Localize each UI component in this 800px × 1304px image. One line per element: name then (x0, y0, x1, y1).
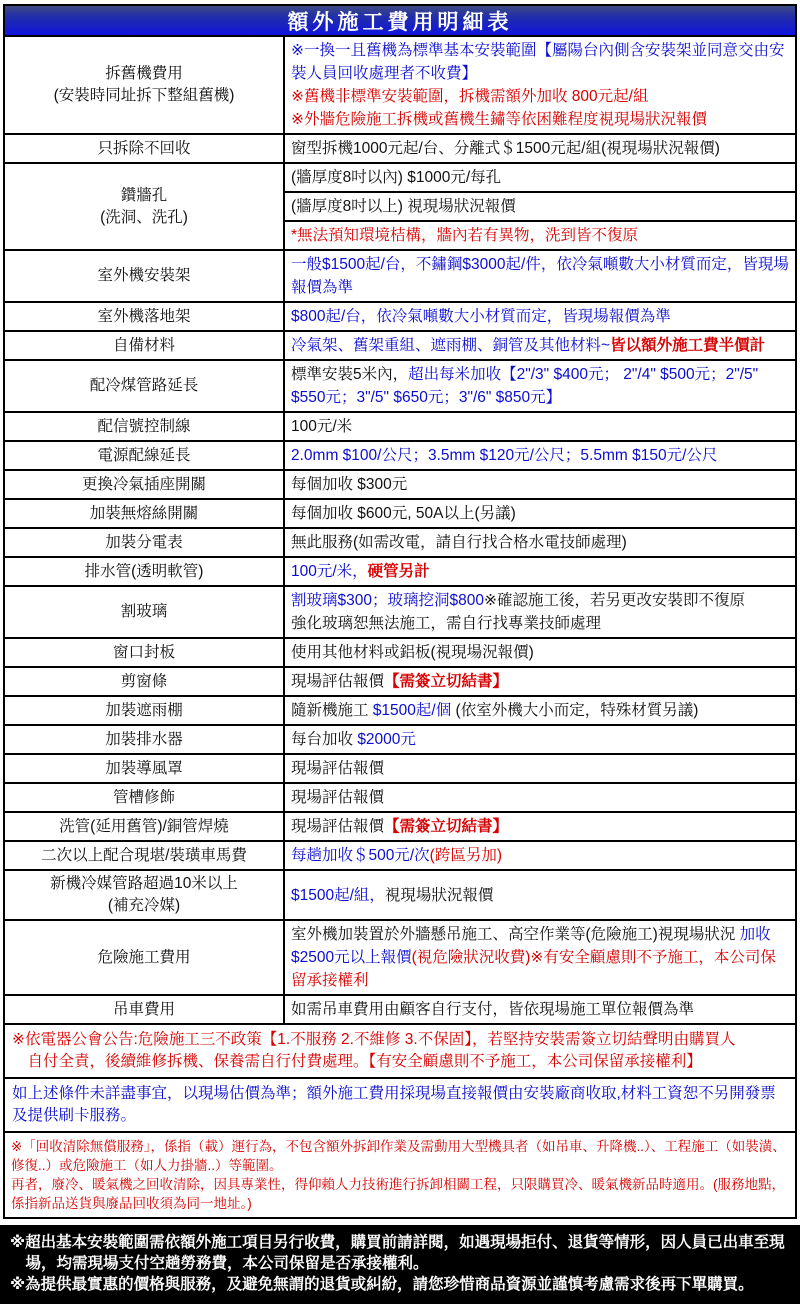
detail-text: (依室外機大小而定，特殊材質另議) (451, 702, 699, 719)
item-detail (285, 361, 795, 411)
detail-text: $800起/台，依冷氣噸數大小材質而定，皆現場報價為準 (291, 308, 671, 325)
item-detail (285, 726, 795, 753)
item-label: 吊車費用 (5, 996, 285, 1023)
detail-text: $1500起/個 (372, 702, 452, 719)
detail-text: 現場評估報價 (291, 818, 385, 835)
item-detail (285, 529, 795, 556)
detail-cell (285, 813, 795, 840)
notice-line: 如上述條件未詳盡事宜，以現場估價為準；額外施工費用採現場直接報價由安裝廠商收取,材料工資恕不另開發票及提供刷卡服務。 (12, 1085, 776, 1124)
detail-cell (285, 251, 795, 301)
detail-cell (285, 697, 795, 724)
table-row (5, 695, 795, 724)
detail-text: (視危險狀況收費)※有安全顧慮則不予施工，本公司保留承接權利 (291, 949, 776, 989)
notice-line: 再者，廢冷、暖氣機之回收清除，因具專業性，得仰賴人力技術進行拆卸相關工程，只限購買冷、暖氣機新品時適用。(服務地點，係指新品送貨與廢品回收須為同一地址。) (11, 1177, 785, 1211)
table-row (5, 666, 795, 695)
item-label: 拆舊機費用 (安裝時同址拆下整組舊機) (5, 37, 285, 133)
table-row (5, 411, 795, 440)
item-detail (285, 471, 795, 498)
fee-table-rows (5, 35, 795, 1023)
item-label: 割玻璃 (5, 587, 285, 637)
detail-text: 每個加收 $300元 (291, 476, 408, 493)
item-detail (285, 332, 795, 359)
detail-text: 100元/米， (291, 563, 368, 580)
item-detail (285, 813, 795, 840)
detail-cell (285, 784, 795, 811)
item-label: 配信號控制線 (5, 413, 285, 440)
item-label: 新機冷媒管路超過10米以上 (補充冷媒) (5, 871, 285, 919)
item-detail (285, 558, 795, 585)
item-label: 洗管(延用舊管)/銅管焊燒 (5, 813, 285, 840)
footer-purchase-notice (0, 1225, 800, 1304)
notice-section (5, 1023, 795, 1217)
detail-text: 使用其他材料或鋁板(視現場況報價) (291, 644, 534, 661)
item-label: 更換冷氣插座開關 (5, 471, 285, 498)
item-label: 電源配線延長 (5, 442, 285, 469)
detail-cell (285, 220, 795, 249)
detail-text: 標準安裝5米內， (291, 366, 409, 383)
detail-text: 無此服務(如需改電，請自行找合格水電技師處理) (291, 534, 627, 551)
detail-cell (285, 37, 795, 133)
detail-cell (285, 164, 795, 191)
detail-cell (285, 587, 795, 637)
item-detail (285, 697, 795, 724)
table-row (5, 330, 795, 359)
detail-text: 現場評估報價 (291, 789, 385, 806)
detail-text: 每趟加收＄500元/次 (291, 847, 430, 864)
notice-line: 自付全責，後續維修拆機、保養需自行付費處理。【有安全顧慮則不予施工，本公司保留承接權利】 (27, 1053, 702, 1070)
detail-text: $1500起/組， (291, 886, 385, 904)
detail-cell (285, 361, 795, 411)
detail-text: 【需簽立切結書】 (384, 818, 509, 835)
item-detail (285, 668, 795, 695)
detail-text: 現場評估報價 (291, 673, 385, 690)
item-label: 配冷煤管路延長 (5, 361, 285, 411)
detail-cell (285, 500, 795, 527)
detail-text: 每台加收 (291, 731, 358, 748)
table-row (5, 782, 795, 811)
fee-table (3, 4, 797, 1219)
detail-text: 一般$1500起/台，不鏽鋼$3000起/件，依冷氣噸數大小材質而定，皆現場報價為準 (291, 256, 789, 296)
table-row (5, 35, 795, 133)
detail-cell (285, 303, 795, 330)
detail-cell (285, 529, 795, 556)
item-label: 加裝遮雨棚 (5, 697, 285, 724)
notice-recycle (5, 1131, 795, 1217)
detail-text: 窗型拆機1000元起/台、分離式＄1500元起/組(視現場狀況報價) (291, 140, 720, 157)
item-label: 鑽牆孔 (洗洞、洗孔) (5, 164, 285, 249)
detail-cell (285, 558, 795, 585)
detail-cell (285, 726, 795, 753)
item-label: 自備材料 (5, 332, 285, 359)
table-row (5, 440, 795, 469)
table-row (5, 994, 795, 1023)
detail-cell (285, 842, 795, 869)
detail-text: ※一換一且舊機為標準基本安裝範圍【屬陽台內側含安裝架並同意交由安裝人員回收處理者不收費】 (291, 42, 785, 82)
table-row (5, 840, 795, 869)
detail-text: 室外機加裝置於外牆懸吊施工、高空作業等(危險施工)視現場狀況 (291, 926, 740, 943)
detail-cell (285, 442, 795, 469)
table-title: 額外施工費用明細表 (5, 6, 795, 35)
detail-text: (跨區另加) (429, 847, 502, 864)
notice-line: ※「回收清除無償服務」，係指（載）運行為，不包含額外拆卸作業及需動用大型機具者（如吊車、升降機..）、工程施工（如裝潢、修復..）或危險施工（如人力掛牆..）等範圍。 (11, 1139, 786, 1173)
item-detail (285, 587, 795, 637)
item-label: 加裝排水器 (5, 726, 285, 753)
detail-cell (285, 755, 795, 782)
item-detail (285, 755, 795, 782)
detail-text: 隨新機施工 (291, 702, 373, 719)
detail-text: 加收 $2500元以上報價 (291, 926, 771, 966)
item-label: 加裝無熔絲開關 (5, 500, 285, 527)
item-detail (285, 164, 795, 249)
footer-line: ※為提供最實惠的價格與服務，及避免無謂的退貨或糾紛，請您珍惜商品資源並謹慎考慮需求後再下單購買。 (10, 1276, 754, 1293)
table-row (5, 527, 795, 556)
item-detail (285, 871, 795, 919)
detail-text: 冷氣架、舊架重組、遮雨棚、銅管及其他材料~ (291, 337, 611, 354)
detail-cell (285, 871, 795, 919)
table-row (5, 301, 795, 330)
detail-cell (285, 135, 795, 162)
table-row (5, 637, 795, 666)
table-row (5, 811, 795, 840)
detail-text: ※外牆危險施工拆機或舊機生鏽等依困難程度視現場狀況報價 (291, 111, 707, 128)
detail-text: *無法預知環境桔構，牆內若有異物，洗到皆不復原 (291, 227, 639, 244)
detail-text: 每個加收 $600元, 50A以上(另議) (291, 505, 516, 522)
item-label: 只拆除不回收 (5, 135, 285, 162)
detail-text: 皆以額外施工費半價計 (610, 337, 766, 354)
table-row (5, 469, 795, 498)
notice-line: ※依電器公會公告:危險施工三不政策【1.不服務 2.不維修 3.不保固】，若堅持安裝需簽立切結聲明由購買人 (12, 1031, 736, 1048)
item-detail (285, 37, 795, 133)
item-label: 窗口封板 (5, 639, 285, 666)
item-detail (285, 639, 795, 666)
item-detail (285, 251, 795, 301)
detail-text: 硬管另計 (367, 563, 430, 580)
detail-cell (285, 471, 795, 498)
table-row (5, 359, 795, 411)
detail-text: 超出每米加收【2"/3" $400元； 2"/4" $500元；2"/5" $550元；3"/5" $650元；3"/6" $850元】 (291, 366, 759, 406)
item-label: 室外機落地架 (5, 303, 285, 330)
detail-text: 如需吊車費用由顧客自行支付，皆依現場施工單位報價為準 (291, 1001, 695, 1018)
detail-text: 2.0mm $100/公尺；3.5mm $120元/公尺；5.5mm $150元/公尺 (291, 447, 718, 464)
item-label: 危險施工費用 (5, 921, 285, 994)
detail-text: ※舊機非標準安裝範圍，拆機需額外加收 800元起/組 (291, 88, 649, 105)
table-row (5, 162, 795, 249)
table-row (5, 133, 795, 162)
table-row (5, 498, 795, 527)
item-detail (285, 303, 795, 330)
table-row (5, 869, 795, 919)
detail-text: 100元/米 (291, 418, 353, 435)
table-row (5, 556, 795, 585)
item-detail (285, 921, 795, 994)
item-detail (285, 842, 795, 869)
detail-cell (285, 996, 795, 1023)
item-detail (285, 413, 795, 440)
item-detail (285, 784, 795, 811)
item-label: 二次以上配合現堪/裝璜車馬費 (5, 842, 285, 869)
item-detail (285, 442, 795, 469)
notice-danger-policy (5, 1023, 795, 1077)
item-label: 排水管(透明軟管) (5, 558, 285, 585)
item-detail (285, 500, 795, 527)
detail-cell (285, 191, 795, 220)
item-label: 室外機安裝架 (5, 251, 285, 301)
table-row (5, 585, 795, 637)
notice-estimate (5, 1077, 795, 1131)
item-detail (285, 996, 795, 1023)
detail-text: 現場評估報價 (291, 760, 385, 777)
item-detail (285, 135, 795, 162)
detail-text: 強化玻璃恕無法施工，需自行找專業技師處理 (291, 615, 602, 632)
detail-text: 割玻璃$300；玻璃挖洞$800 (291, 592, 484, 609)
detail-cell (285, 921, 795, 994)
detail-text: (牆厚度8吋以上) 視現場狀況報價 (291, 198, 516, 215)
detail-text: ※確認施工後，若另更改安裝即不復原 (483, 592, 745, 609)
detail-text: (牆厚度8吋以內) $1000元/每孔 (291, 169, 502, 186)
detail-cell (285, 332, 795, 359)
detail-cell (285, 639, 795, 666)
table-row (5, 919, 795, 994)
table-row (5, 753, 795, 782)
item-label: 加裝分電表 (5, 529, 285, 556)
item-label: 管槽修飾 (5, 784, 285, 811)
footer-line: ※超出基本安裝範圍需依額外施工項目另行收費，購買前請詳閱，如遇現場拒付、退貨等情形，因人員已出車至現場，均需現場支付空趟勞務費，本公司保留是否承接權利。 (10, 1234, 785, 1272)
detail-cell (285, 668, 795, 695)
item-label: 剪窗條 (5, 668, 285, 695)
detail-text: 【需簽立切結書】 (384, 673, 509, 690)
detail-cell (285, 413, 795, 440)
detail-text: 視現場狀況報價 (384, 886, 494, 904)
table-row (5, 249, 795, 301)
detail-text: $2000元 (357, 731, 416, 748)
table-row (5, 724, 795, 753)
item-label: 加裝導風罩 (5, 755, 285, 782)
